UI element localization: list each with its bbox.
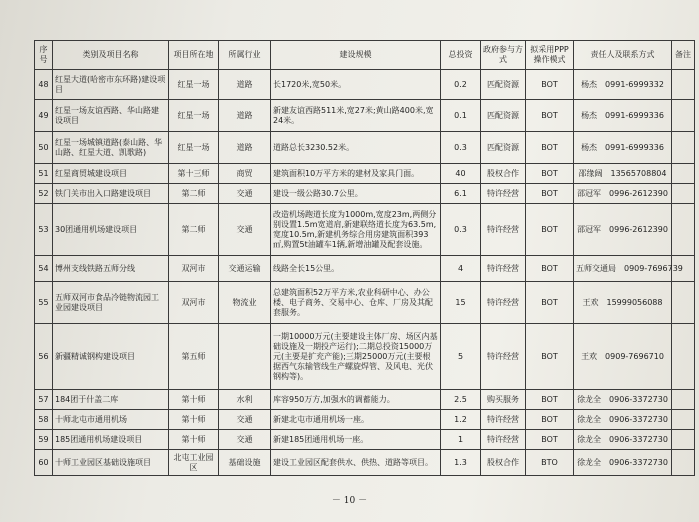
- cell-name: 30团通用机场建设项目: [53, 204, 169, 256]
- cell-note: [672, 390, 695, 410]
- cell-investment: 1.2: [441, 410, 481, 430]
- cell-location: 第二师: [169, 184, 219, 204]
- cell-location: 第五师: [169, 324, 219, 390]
- cell-location: 双河市: [169, 256, 219, 282]
- header-scale: 建设规模: [271, 41, 441, 70]
- cell-investment: 6.1: [441, 184, 481, 204]
- cell-investment: 0.1: [441, 100, 481, 132]
- cell-scale: 建筑面积10万平方米的建材及家具门面。: [271, 164, 441, 184]
- cell-scale: 新建友谊西路511米,宽27米;黄山路400米,宽24米。: [271, 100, 441, 132]
- cell-no: 48: [35, 70, 53, 100]
- cell-contact: 邵冠军 0996-2612390: [574, 184, 672, 204]
- cell-no: 55: [35, 282, 53, 324]
- cell-location: 北屯工业园区: [169, 450, 219, 476]
- cell-investment: 15: [441, 282, 481, 324]
- cell-investment: 4: [441, 256, 481, 282]
- table-row: [35, 164, 695, 184]
- cell-contact: 杨杰 0991-6999332: [574, 70, 672, 100]
- header-investment: 总投资: [441, 41, 481, 70]
- cell-note: [672, 410, 695, 430]
- cell-name: 红星商贸城建设项目: [53, 164, 169, 184]
- cell-industry: 道路: [219, 132, 271, 164]
- cell-location: 第十师: [169, 410, 219, 430]
- cell-no: 49: [35, 100, 53, 132]
- cell-scale: 建设工业园区配套供水、供热、道路等项目。: [271, 450, 441, 476]
- cell-industry: [219, 324, 271, 390]
- cell-investment: 40: [441, 164, 481, 184]
- table-row: [35, 410, 695, 430]
- cell-gov-role: 匹配资源: [481, 132, 526, 164]
- table-row: [35, 100, 695, 132]
- cell-ppp-mode: BTO: [526, 450, 574, 476]
- header-name: 类别及项目名称: [53, 41, 169, 70]
- table-row: [35, 204, 695, 256]
- cell-note: [672, 324, 695, 390]
- cell-location: 红星一场: [169, 132, 219, 164]
- cell-industry: 交通: [219, 430, 271, 450]
- cell-ppp-mode: BOT: [526, 132, 574, 164]
- cell-note: [672, 70, 695, 100]
- cell-scale: 总建筑面积52万平方米,农业科研中心、办公楼、电子商务、交易中心、仓库、厂房及其配套服务。: [271, 282, 441, 324]
- cell-industry: 交通运输: [219, 256, 271, 282]
- cell-location: 第十师: [169, 430, 219, 450]
- cell-no: 54: [35, 256, 53, 282]
- cell-ppp-mode: BOT: [526, 164, 574, 184]
- cell-gov-role: 匹配资源: [481, 70, 526, 100]
- cell-no: 60: [35, 450, 53, 476]
- cell-investment: 1.3: [441, 450, 481, 476]
- cell-ppp-mode: BOT: [526, 184, 574, 204]
- cell-scale: 新建北屯市通用机场一座。: [271, 410, 441, 430]
- cell-no: 59: [35, 430, 53, 450]
- cell-industry: 交通: [219, 184, 271, 204]
- header-gov-role: 政府参与方式: [481, 41, 526, 70]
- cell-contact: 邵冠军 0996-2612390: [574, 204, 672, 256]
- cell-scale: 一期10000万元(主要建设主体厂房、场区内基础设施及一期投产运行);二期总投资15000万元(主要是扩充产能);三期25000万元(主要根据西气东输管线生产螺旋焊管、及风电、光伏钢构等)。: [271, 324, 441, 390]
- cell-no: 52: [35, 184, 53, 204]
- cell-contact: 杨杰 0991-6999336: [574, 100, 672, 132]
- cell-ppp-mode: BOT: [526, 410, 574, 430]
- cell-location: 第二师: [169, 204, 219, 256]
- cell-scale: 长1720米,宽50米。: [271, 70, 441, 100]
- cell-investment: 1: [441, 430, 481, 450]
- cell-note: [672, 282, 695, 324]
- cell-ppp-mode: BOT: [526, 100, 574, 132]
- cell-name: 185团通用机场建设项目: [53, 430, 169, 450]
- cell-scale: 新建185团通用机场一座。: [271, 430, 441, 450]
- cell-investment: 5: [441, 324, 481, 390]
- cell-note: [672, 164, 695, 184]
- cell-name: 铁门关市出入口路建设项目: [53, 184, 169, 204]
- cell-industry: 交通: [219, 410, 271, 430]
- cell-note: [672, 430, 695, 450]
- cell-scale: 建设一级公路30.7公里。: [271, 184, 441, 204]
- table-header-row: [35, 41, 695, 70]
- cell-gov-role: 股权合作: [481, 450, 526, 476]
- cell-name: 红星一场城镇道路(泰山路、华山路、红星大道、凯歌路): [53, 132, 169, 164]
- table-row: [35, 450, 695, 476]
- cell-contact: 王欢 0909-7696710: [574, 324, 672, 390]
- cell-industry: 商贸: [219, 164, 271, 184]
- cell-no: 51: [35, 164, 53, 184]
- cell-contact: 五师交通局 0909-7696739: [574, 256, 672, 282]
- cell-no: 56: [35, 324, 53, 390]
- cell-location: 第十三师: [169, 164, 219, 184]
- cell-investment: 2.5: [441, 390, 481, 410]
- cell-industry: 道路: [219, 100, 271, 132]
- cell-gov-role: 特许经营: [481, 184, 526, 204]
- table-row: [35, 430, 695, 450]
- cell-location: 双河市: [169, 282, 219, 324]
- cell-gov-role: 匹配资源: [481, 100, 526, 132]
- cell-gov-role: 特许经营: [481, 256, 526, 282]
- header-contact: 责任人及联系方式: [574, 41, 672, 70]
- cell-no: 58: [35, 410, 53, 430]
- cell-name: 十师北屯市通用机场: [53, 410, 169, 430]
- cell-ppp-mode: BOT: [526, 256, 574, 282]
- cell-gov-role: 特许经营: [481, 282, 526, 324]
- page-number: － 10 －: [331, 496, 368, 506]
- table-row: [35, 282, 695, 324]
- cell-ppp-mode: BOT: [526, 70, 574, 100]
- table-row: [35, 256, 695, 282]
- cell-gov-role: 特许经营: [481, 324, 526, 390]
- cell-ppp-mode: BOT: [526, 390, 574, 410]
- cell-industry: 水利: [219, 390, 271, 410]
- cell-contact: 徐龙全 0906-3372730: [574, 450, 672, 476]
- table-row: [35, 132, 695, 164]
- cell-contact: 徐龙全 0906-3372730: [574, 430, 672, 450]
- cell-gov-role: 特许经营: [481, 204, 526, 256]
- cell-contact: 王欢 15999056088: [574, 282, 672, 324]
- header-no: 序号: [35, 41, 53, 70]
- cell-ppp-mode: BOT: [526, 324, 574, 390]
- cell-gov-role: 购买服务: [481, 390, 526, 410]
- cell-ppp-mode: BOT: [526, 430, 574, 450]
- cell-scale: 线路全长15公里。: [271, 256, 441, 282]
- cell-note: [672, 184, 695, 204]
- cell-no: 50: [35, 132, 53, 164]
- table-row: [35, 324, 695, 390]
- cell-contact: 徐龙全 0906-3372730: [574, 390, 672, 410]
- table-row: [35, 390, 695, 410]
- cell-no: 53: [35, 204, 53, 256]
- cell-scale: 库容950万方,加强水的调蓄能力。: [271, 390, 441, 410]
- cell-no: 57: [35, 390, 53, 410]
- cell-scale: 道路总长3230.52米。: [271, 132, 441, 164]
- cell-name: 十师工业园区基础设施项目: [53, 450, 169, 476]
- cell-note: [672, 450, 695, 476]
- project-table: [34, 40, 695, 476]
- cell-scale: 改造机场跑道长度为1000m,宽度23m,两侧分别设置1.5m宽道肩,新建联络道长度为63.5m,宽度10.5m,新建机务综合用房建筑面积393㎡,购置5t油罐车1辆,新增油罐及配套设施。: [271, 204, 441, 256]
- cell-ppp-mode: BOT: [526, 282, 574, 324]
- cell-name: 红星大道(哈密市东环路)建设项目: [53, 70, 169, 100]
- cell-name: 五师双河市食品冷链物流园工业园建设项目: [53, 282, 169, 324]
- header-ppp-mode: 拟采用PPP操作模式: [526, 41, 574, 70]
- cell-contact: 邵缘阔 13565708804: [574, 164, 672, 184]
- cell-investment: 0.3: [441, 132, 481, 164]
- cell-name: 红星一场友谊西路、华山路建设项目: [53, 100, 169, 132]
- table-row: [35, 70, 695, 100]
- cell-name: 新疆精诚钢构建设项目: [53, 324, 169, 390]
- cell-industry: 物流业: [219, 282, 271, 324]
- header-note: 备注: [672, 41, 695, 70]
- cell-investment: 0.3: [441, 204, 481, 256]
- cell-note: [672, 132, 695, 164]
- cell-location: 红星一场: [169, 100, 219, 132]
- header-industry: 所属行业: [219, 41, 271, 70]
- cell-note: [672, 204, 695, 256]
- cell-name: 博州支线铁路五师分线: [53, 256, 169, 282]
- cell-location: 第十师: [169, 390, 219, 410]
- cell-name: 184团于什盖二库: [53, 390, 169, 410]
- cell-gov-role: 特许经营: [481, 430, 526, 450]
- cell-ppp-mode: BOT: [526, 204, 574, 256]
- cell-industry: 交通: [219, 204, 271, 256]
- cell-contact: 杨杰 0991-6999336: [574, 132, 672, 164]
- table-row: [35, 184, 695, 204]
- cell-industry: 基础设施: [219, 450, 271, 476]
- cell-industry: 道路: [219, 70, 271, 100]
- cell-investment: 0.2: [441, 70, 481, 100]
- cell-gov-role: 股权合作: [481, 164, 526, 184]
- cell-gov-role: 特许经营: [481, 410, 526, 430]
- cell-location: 红星一场: [169, 70, 219, 100]
- cell-contact: 徐龙全 0906-3372730: [574, 410, 672, 430]
- cell-note: [672, 100, 695, 132]
- header-location: 项目所在地: [169, 41, 219, 70]
